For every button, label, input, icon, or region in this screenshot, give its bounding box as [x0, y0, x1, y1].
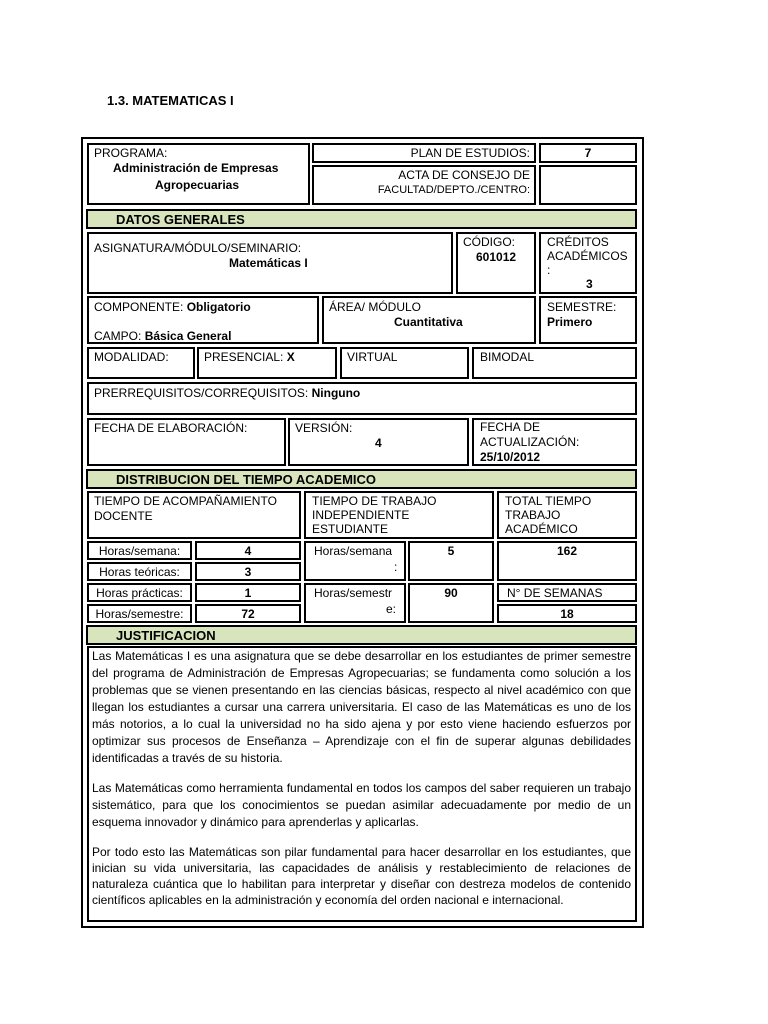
virtual-cell [340, 347, 469, 379]
fecha-actualizacion-label-line1: FECHA DE [480, 420, 541, 434]
plan-label: PLAN DE ESTUDIOS: [410, 146, 530, 160]
horas-teoricas-label-cell [87, 562, 192, 581]
datos-generales-band [86, 209, 637, 229]
horas-teoricas-value: 3 [244, 565, 252, 579]
area-cell [322, 296, 536, 344]
codigo-cell [456, 232, 536, 294]
presencial-label: PRESENCIAL: [204, 350, 284, 364]
horas-semestre-label: Horas/semestre: [95, 607, 184, 621]
semanas-label: N° DE SEMANAS [507, 586, 603, 600]
version-label: VERSIÓN: [295, 421, 353, 435]
campo-value: Básica General [144, 329, 232, 343]
fecha-actualizacion-label-line2: ACTUALIZACIÓN: [480, 435, 580, 449]
ind-semestre-label-line2: e: [386, 602, 397, 616]
fecha-actualizacion-value: 25/10/2012 [480, 450, 541, 464]
fecha-elaboracion-label: FECHA DE ELABORACIÓN: [94, 421, 248, 435]
justificacion-paragraph-3: Por todo esto las Matemáticas son pilar fundamental para hacer desarrollar en los estudiantes, que inician su vida universitaria, las capacidades de análisis y restablecimiento de relaciones de naturaleza cuántica que lo habilitan para interpretar y diseñar con destreza modelos de contenido científicos aplicables en la administración y economía del orden nacional e internacional. [92, 845, 631, 907]
plan-value-cell [539, 143, 637, 163]
horas-semana-value: 4 [244, 544, 252, 558]
semanas-value: 18 [560, 607, 574, 621]
bimodal-label: BIMODAL [480, 350, 535, 364]
creditos-cell [539, 232, 637, 294]
semanas-label-cell [497, 583, 637, 602]
horas-practicas-label-cell [87, 583, 192, 602]
justificacion-band [86, 625, 637, 645]
programa-value-line2: Agropecuarias [155, 178, 240, 192]
presencial-cell [197, 347, 337, 379]
acta-value-cell [539, 165, 637, 205]
asignatura-value: Matemáticas I [229, 256, 308, 270]
creditos-value: 3 [586, 277, 593, 291]
independiente-line1: TIEMPO DE TRABAJO [312, 494, 437, 508]
horas-practicas-value-cell [195, 583, 301, 602]
componente-cell [87, 296, 319, 344]
codigo-value: 601012 [476, 250, 517, 264]
area-label: ÁREA/ MÓDULO [329, 300, 422, 314]
section-title: 1.3. MATEMATICAS I [107, 93, 234, 108]
horas-semana-label: Horas/semana: [98, 544, 181, 558]
fecha-elaboracion-cell [87, 418, 286, 466]
creditos-label-line3: : [547, 263, 551, 277]
acompanamiento-line1: TIEMPO DE ACOMPAÑAMIENTO [94, 494, 277, 508]
ind-semana-value: 5 [447, 544, 455, 558]
prerrequisitos-cell [87, 382, 637, 415]
codigo-label: CÓDIGO: [463, 235, 516, 249]
componente-label: COMPONENTE: [94, 300, 184, 314]
programa-label: PROGRAMA: [94, 146, 168, 160]
justificacion-paragraph-2: Las Matemáticas como herramienta fundamental en todos los campos del saber requieren un trabajo sistemático, para que los conocimientos se puedan asimilar adecuadamente por medio de un esquema innovador y dinámico para aprenderlas y aplicarlas. [92, 781, 631, 829]
presencial-value: X [286, 350, 295, 364]
ind-semana-label-line2: : [394, 560, 398, 574]
horas-teoricas-value-cell [195, 562, 301, 581]
semanas-value-cell [497, 604, 637, 623]
acompanamiento-line2: DOCENTE [94, 509, 153, 523]
ind-semana-label-cell [304, 541, 406, 581]
total-value-cell [497, 541, 637, 581]
creditos-label-line1: CRÉDITOS [547, 235, 609, 249]
semestre-label: SEMESTRE: [547, 300, 617, 314]
plan-label-cell [312, 143, 536, 163]
total-header-cell [497, 491, 637, 539]
asignatura-cell [87, 232, 453, 294]
modalidad-label: MODALIDAD: [94, 350, 169, 364]
plan-value: 7 [584, 146, 592, 160]
acta-cell [312, 165, 536, 205]
componente-value: Obligatorio [186, 300, 251, 314]
distribucion-heading: DISTRIBUCION DEL TIEMPO ACADEMICO [116, 472, 377, 487]
datos-generales-heading: DATOS GENERALES [116, 212, 245, 227]
total-line1: TOTAL TIEMPO [505, 494, 592, 508]
asignatura-label: ASIGNATURA/MÓDULO/SEMINARIO: [94, 241, 302, 255]
acta-label-line1: ACTA DE CONSEJO DE [398, 168, 530, 182]
horas-semana-label-cell [87, 541, 192, 560]
acta-label-line2: FACULTAD/DEPTO./CENTRO: [377, 184, 530, 196]
fecha-actualizacion-cell [472, 418, 637, 466]
acompanamiento-header-cell [87, 491, 301, 539]
distribucion-band [86, 469, 637, 489]
ind-semestre-value: 90 [444, 586, 458, 600]
campo-label: CAMPO: [94, 329, 142, 343]
horas-semestre-value-cell [195, 604, 301, 623]
prerrequisitos-label: PRERREQUISITOS/CORREQUISITOS: [94, 386, 309, 400]
justificacion-paragraph-1: Las Matemáticas I es una asignatura que se debe desarrollar en los estudiantes de primer semestre del programa de Administración de Empresas Agropecuarias; se fundamenta como solución a los problemas que se vienen presentando en las ciencias básicas, respecto al nivel académico con que llegan los estudiantes a cursar una carrera universitaria. El caso de las Matemáticas es uno de los más notorios, a lo cual la universidad no ha sido ajena y por esto viene haciendo esfuerzos por optimizar sus procesos de Enseñanza – Aprendizaje con el fin de superar algunas debilidades identificadas a través de su historia. [92, 649, 631, 765]
programa-cell [87, 143, 310, 205]
independiente-line3: ESTUDIANTE [312, 522, 389, 536]
horas-practicas-value: 1 [244, 586, 252, 600]
version-cell [288, 418, 469, 466]
ind-semestre-label-line1: Horas/semestr [314, 586, 393, 600]
creditos-label-line2: ACADÉMICOS [547, 249, 628, 263]
horas-semestre-label-cell [87, 604, 192, 623]
independiente-header-cell [304, 491, 494, 539]
programa-value-line1: Administración de Empresas [113, 161, 279, 175]
semestre-cell [539, 296, 637, 344]
ind-semestre-label-cell [304, 583, 406, 623]
justificacion-heading: JUSTIFICACION [116, 628, 216, 643]
total-line2: TRABAJO [505, 508, 561, 522]
horas-semana-value-cell [195, 541, 301, 560]
independiente-line2: INDEPENDIENTE [312, 508, 410, 522]
ind-semestre-value-cell [408, 583, 494, 623]
horas-teoricas-label: Horas teóricas: [99, 565, 180, 579]
total-value: 162 [556, 544, 578, 558]
ind-semana-value-cell [408, 541, 494, 581]
horas-semestre-value: 72 [241, 607, 255, 621]
bimodal-cell [472, 347, 637, 379]
virtual-label: VIRTUAL [347, 350, 398, 364]
ind-semana-label-line1: Horas/semana [314, 544, 393, 558]
version-value: 4 [375, 436, 382, 450]
horas-practicas-label: Horas prácticas: [96, 586, 183, 600]
prerrequisitos-value: Ninguno [311, 386, 361, 400]
area-value: Cuantitativa [394, 315, 463, 329]
semestre-value: Primero [547, 315, 593, 329]
modalidad-cell [87, 347, 195, 379]
total-line3: ACADÉMICO [505, 522, 578, 536]
